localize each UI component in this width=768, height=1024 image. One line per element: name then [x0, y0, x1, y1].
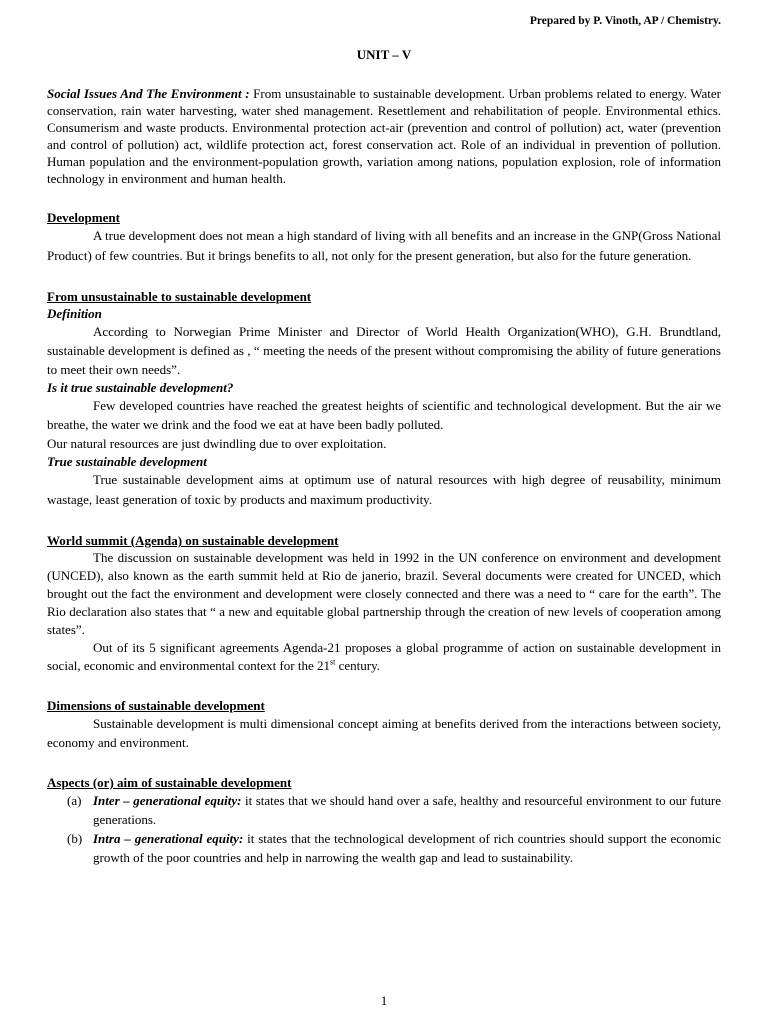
- list-body: it states that we should hand over a safe, healthy and resourceful environment to our future generations.: [93, 793, 721, 827]
- page-number: 1: [380, 993, 388, 1008]
- list-text: [93, 791, 721, 829]
- definition-heading: Definition: [47, 306, 102, 321]
- list-text: [93, 829, 721, 867]
- summit-paragraph-1: The discussion on sustainable development was held in 1992 in the UN conference on environment and development (UNCED), also known as the earth summit held at Rio de janerio, brazil. Several documents were created for UNCED, which brought out the fact the environment and development were closely connected and there was a need to “ care for the earth”. The Rio declaration also states that “ a new and equitable global partnership through the creation of new levels of cooperation among states”.: [47, 550, 721, 637]
- page-header: Prepared by P. Vinoth, AP / Chemistry.: [529, 15, 721, 27]
- question-paragraph: Few developed countries have reached the greatest heights of scientific and technological development. But the air we breathe, the water we drink and the food we eat at have been badly polluted.: [47, 398, 721, 432]
- question-paragraph-2: Our natural resources are just dwindling due to over exploitation.: [47, 436, 387, 451]
- list-label: Intra – generational equity:: [93, 831, 244, 846]
- dimensions-heading: Dimensions of sustainable development: [47, 698, 265, 713]
- intro-text: From unsustainable to sustainable development. Urban problems related to energy. Water conservation, rain water harvesting, water shed management. Resettlement and rehabilitation of people. Environmental ethics. Consumerism and waste products. Environmental protection act-air (prevention and control of pollution) act, water (prevention and control of pollution) act, wildlife protection act, forest conservation act. Role of an individual in prevention of pollution. Human population and the environment-population growth, variation among nations, population explosion, role of information technology in environment and human health.: [47, 86, 721, 186]
- summit-superscript: st: [330, 657, 336, 667]
- aspects-heading: Aspects (or) aim of sustainable development: [47, 775, 292, 790]
- list-marker: (b): [67, 831, 83, 846]
- definition-paragraph: According to Norwegian Prime Minister and Director of World Health Organization(WHO), G.H. Brundtland, sustainable development is defined as , “ meeting the needs of the present without compromising the ability of future generations to meet their own needs”.: [47, 324, 721, 377]
- intro-paragraph: [47, 85, 721, 187]
- question-heading: Is it true sustainable development?: [47, 380, 234, 395]
- sustainable-heading: From unsustainable to sustainable development: [47, 289, 312, 304]
- summit-paragraph-2-end: century.: [335, 658, 381, 673]
- document-body: [47, 85, 721, 867]
- development-heading: Development: [47, 210, 120, 225]
- summit-heading: World summit (Agenda) on sustainable development: [47, 533, 339, 548]
- summit-paragraph-2-text: Out of its 5 significant agreements Agenda-21 proposes a global programme of action on sustainable development in social, economic and environmental context for the 21: [47, 640, 721, 673]
- list-marker: (a): [67, 793, 82, 808]
- development-paragraph: A true development does not mean a high standard of living with all benefits and an increase in the GNP(Gross National Product) of few countries. But it brings benefits to all, not only for the present generation, but also for the future generation.: [47, 228, 721, 263]
- dimensions-paragraph: Sustainable development is multi dimensional concept aiming at benefits derived from the interactions between society, economy and environment.: [47, 716, 721, 750]
- list-label: Inter – generational equity:: [93, 793, 242, 808]
- list-item: [67, 829, 721, 867]
- true-sd-heading: True sustainable development: [47, 454, 207, 469]
- unit-title: UNIT – V: [356, 47, 412, 62]
- true-sd-paragraph: True sustainable development aims at optimum use of natural resources with high degree of reusability, minimum wastage, least generation of toxic by products and maximum productivity.: [47, 472, 721, 507]
- list-body: it states that the technological development of rich countries should support the economic growth of the poor countries and help in narrowing the wealth gap and lead to sustainability.: [93, 831, 721, 865]
- summit-paragraph-2: [47, 639, 721, 675]
- intro-lead: Social Issues And The Environment :: [47, 86, 250, 101]
- list-item: [67, 791, 721, 829]
